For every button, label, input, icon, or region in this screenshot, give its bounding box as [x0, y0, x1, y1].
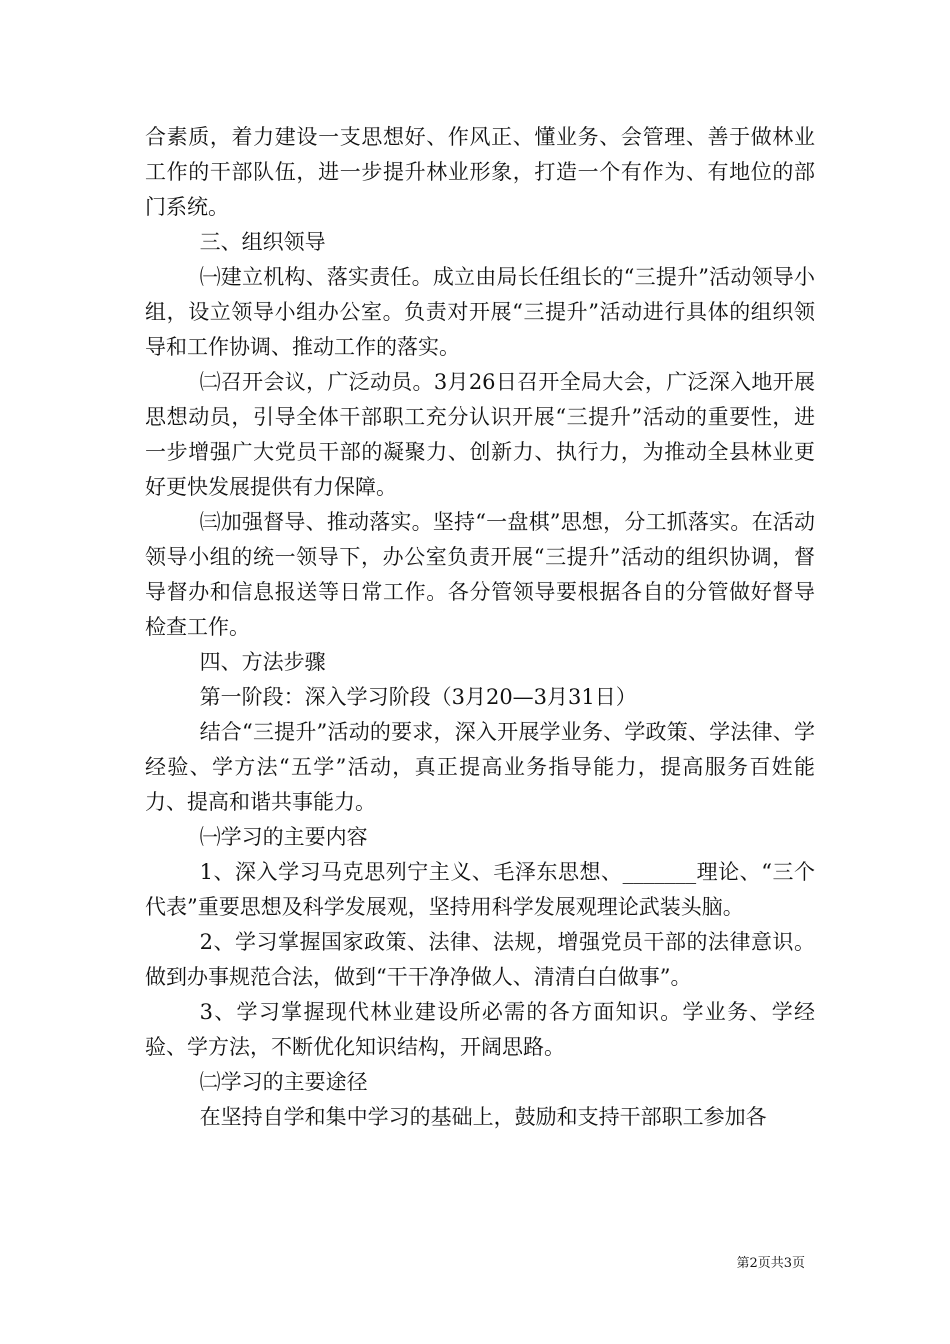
page-number: 第2页共3页	[736, 1256, 805, 1271]
document-body	[145, 120, 815, 1135]
section-heading-organization: 三、组织领导	[199, 230, 326, 254]
paragraph-continuation: 合素质，着力建设一支思想好、作风正、懂业务、会管理、善于做林业工作的干部队伍，进一步提升林业形象，打造一个有作为、有地位的部门系统。	[145, 125, 815, 219]
paragraph-supervision: ㈢加强督导、推动落实。坚持“一盘棋”思想，分工抓落实。在活动领导小组的统一领导下，办公室负责开展“三提升”活动的组织协调，督导督办和信息报送等日常工作。各分管领导要根据各自的分管做好督导检查工作。	[145, 510, 815, 639]
section-heading-methods: 四、方法步骤	[199, 650, 326, 674]
paragraph-establish-institution: ㈠建立机构、落实责任。成立由局长任组长的“三提升”活动领导小组，设立领导小组办公室。负责对开展“三提升”活动进行具体的组织领导和工作协调、推动工作的落实。	[145, 265, 815, 359]
stage-heading-first: 第一阶段：深入学习阶段（3月20—3月31日）	[199, 685, 637, 709]
paragraph-five-learnings: 结合“三提升”活动的要求，深入开展学业务、学政策、学法律、学经验、学方法“五学”活动，真正提高业务指导能力，提高服务百姓能力、提高和谐共事能力。	[145, 720, 815, 814]
paragraph-hold-meeting: ㈡召开会议，广泛动员。3月26日召开全局大会，广泛深入地开展思想动员，引导全体干部职工充分认识开展“三提升”活动的重要性，进一步增强广大党员干部的凝聚力、创新力、执行力，为推动全县林业更好更快发展提供有力保障。	[145, 370, 815, 499]
list-item-2: 2、学习掌握国家政策、法律、法规，增强党员干部的法律意识。做到办事规范合法，做到“干干净净做人、清清白白做事”。	[145, 930, 815, 989]
paragraph-study-approach: 在坚持自学和集中学习的基础上，鼓励和支持干部职工参加各	[199, 1105, 767, 1129]
list-item-1: 1、深入学习马克思列宁主义、毛泽东思想、_______理论、“三个代表”重要思想及科学发展观，坚持用科学发展观理论武装头脑。	[145, 860, 815, 919]
list-item-3: 3、学习掌握现代林业建设所必需的各方面知识。学业务、学经验、学方法，不断优化知识结构，开阔思路。	[145, 1000, 815, 1059]
subheading-study-content: ㈠学习的主要内容	[199, 825, 368, 849]
subheading-study-approach: ㈡学习的主要途径	[199, 1070, 368, 1094]
